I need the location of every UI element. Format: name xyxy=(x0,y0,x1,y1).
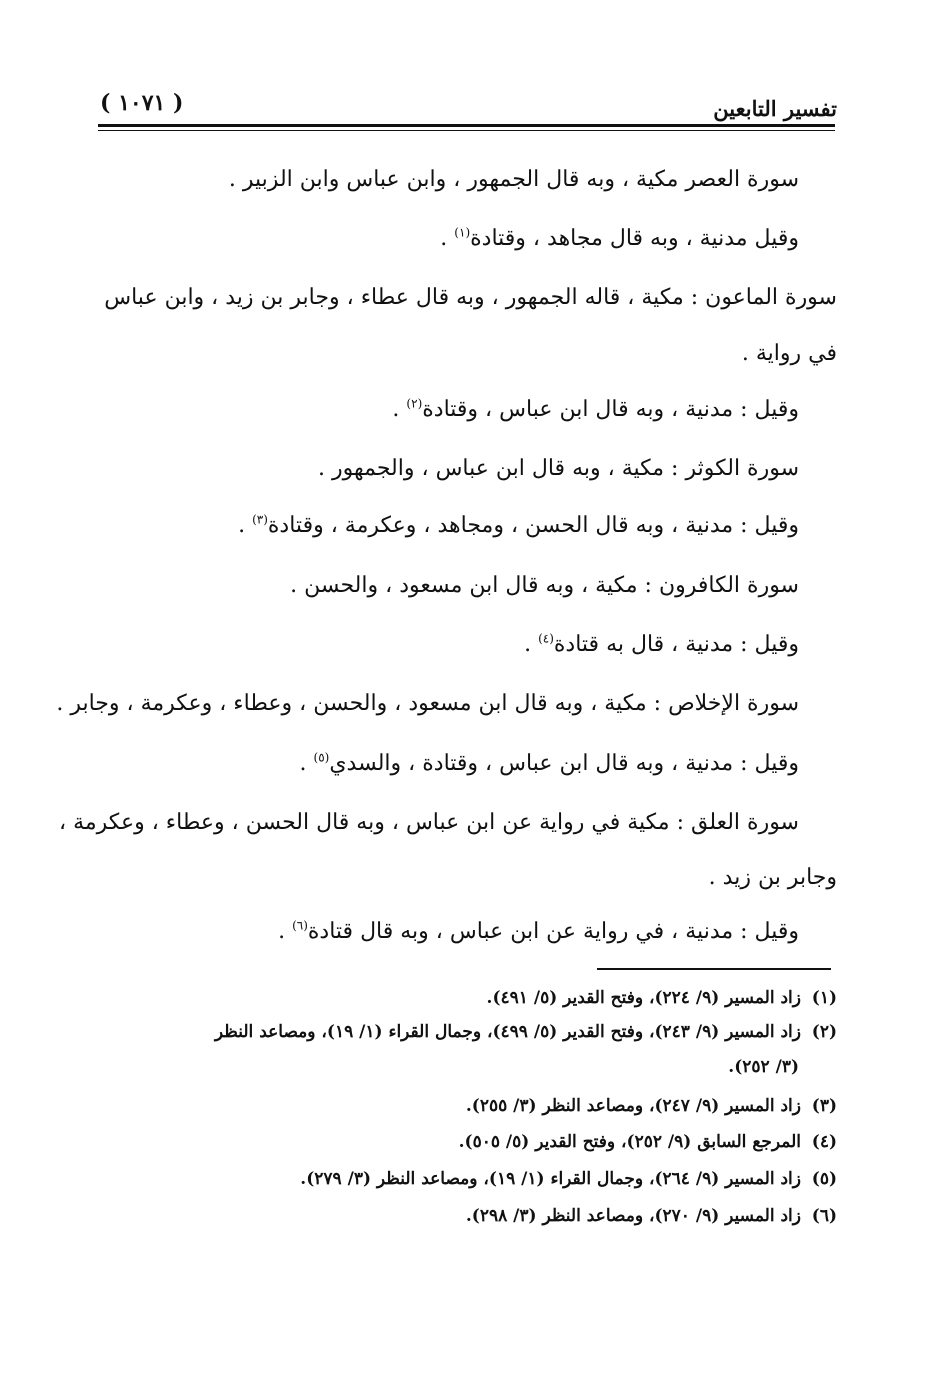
footnote-number: (٦) xyxy=(811,1206,837,1226)
paragraph-text: وقيل مدنية ، وبه قال مجاهد ، وقتادة xyxy=(470,226,799,251)
paragraph-ikhlas-alt xyxy=(300,749,800,779)
footnote-number: (٣) xyxy=(811,1096,837,1116)
footnote-ref: (٥) xyxy=(313,750,330,765)
header-rule-thin xyxy=(98,130,835,131)
paragraph-text: وقيل : مدنية ، في رواية عن ابن عباس ، وبه قال قتادة xyxy=(307,919,799,944)
end-punct: . xyxy=(440,226,455,251)
end-punct: . xyxy=(278,919,293,944)
footnote-separator xyxy=(597,968,831,970)
footnote-text: (٣/ ٢٥٢). xyxy=(728,1057,799,1077)
paragraph-text: وقيل : مدنية ، وبه قال ابن عباس ، وقتادة xyxy=(422,397,799,422)
end-punct: . xyxy=(238,513,253,538)
footnote-6 xyxy=(466,1203,837,1229)
page-number: ( ١٠٧١ ) xyxy=(100,90,184,116)
footnote-ref: (٤) xyxy=(538,631,554,646)
paragraph-kawthar: سورة الكوثر : مكية ، وبه قال ابن عباس ، والجمهور . xyxy=(318,456,799,481)
footnote-text: زاد المسير (٩/ ٢٤٣)، وفتح القدير (٥/ ٤٩٩)، وجمال القراء (١/ ١٩)، ومصاعد النظر xyxy=(214,1022,801,1042)
paragraph-asr-alt xyxy=(440,224,799,254)
end-punct: . xyxy=(392,397,407,422)
footnote-number: (٤) xyxy=(811,1132,837,1152)
running-title: تفسير التابعين xyxy=(713,96,837,121)
paragraph-text: وقيل : مدنية ، وبه قال الحسن ، ومجاهد ، وعكرمة ، وقتادة xyxy=(267,513,799,538)
footnote-text: زاد المسير (٩/ ٢٦٤)، وجمال القراء (١/ ١٩)، ومصاعد النظر (٣/ ٢٧٩). xyxy=(300,1169,801,1189)
footnote-number: (١) xyxy=(811,988,837,1008)
footnote-5 xyxy=(300,1166,837,1192)
footnote-1 xyxy=(487,985,837,1011)
paragraph-alaq-cont: وجابر بن زيد . xyxy=(708,865,837,890)
footnote-number: (٢) xyxy=(811,1022,837,1042)
footnote-ref: (١) xyxy=(454,225,471,240)
paragraph-maun-alt xyxy=(392,395,799,425)
footnote-ref: (٢) xyxy=(406,396,423,411)
paragraph-maun-cont: في رواية . xyxy=(741,341,837,366)
footnote-ref: (٦) xyxy=(292,918,308,933)
paragraph-kawthar-alt xyxy=(238,511,799,541)
paragraph-ikhlas: سورة الإخلاص : مكية ، وبه قال ابن مسعود ، والحسن ، وعطاء ، وعكرمة ، وجابر . xyxy=(56,691,799,716)
footnote-4 xyxy=(459,1129,837,1155)
paragraph-alaq: سورة العلق : مكية في رواية عن ابن عباس ، وبه قال الحسن ، وعطاء ، وعكرمة ، xyxy=(59,810,799,835)
end-punct: . xyxy=(524,632,539,657)
end-punct: . xyxy=(299,751,314,776)
footnote-2 xyxy=(215,1019,837,1045)
footnote-text: زاد المسير (٩/ ٢٢٤)، وفتح القدير (٥/ ٤٩١). xyxy=(486,988,801,1008)
paragraph-alaq-alt xyxy=(278,917,799,947)
paragraph-maun: سورة الماعون : مكية ، قاله الجمهور ، وبه قال عطاء ، وجابر بن زيد ، وابن عباس xyxy=(104,285,837,310)
footnote-2-cont xyxy=(728,1054,799,1080)
footnote-ref: (٣) xyxy=(252,512,268,527)
paragraph-text: وقيل : مدنية ، قال به قتادة xyxy=(553,632,799,657)
footnote-3 xyxy=(466,1093,837,1119)
footnote-text: زاد المسير (٩/ ٢٧٠)، ومصاعد النظر (٣/ ٢٩٨). xyxy=(465,1206,801,1226)
paragraph-text: وقيل : مدنية ، وبه قال ابن عباس ، وقتادة ، والسدي xyxy=(329,751,799,776)
paragraph-asr: سورة العصر مكية ، وبه قال الجمهور ، وابن عباس وابن الزبير . xyxy=(228,167,799,192)
footnote-text: زاد المسير (٩/ ٢٤٧)، ومصاعد النظر (٣/ ٢٥٥). xyxy=(465,1096,801,1116)
paragraph-kafirun: سورة الكافرون : مكية ، وبه قال ابن مسعود ، والحسن . xyxy=(290,573,799,598)
footnote-number: (٥) xyxy=(811,1169,837,1189)
header-rule-thick xyxy=(98,124,835,127)
paragraph-kafirun-alt xyxy=(524,630,799,660)
footnote-text: المرجع السابق (٩/ ٢٥٢)، وفتح القدير (٥/ ٥٠٥). xyxy=(458,1132,801,1152)
